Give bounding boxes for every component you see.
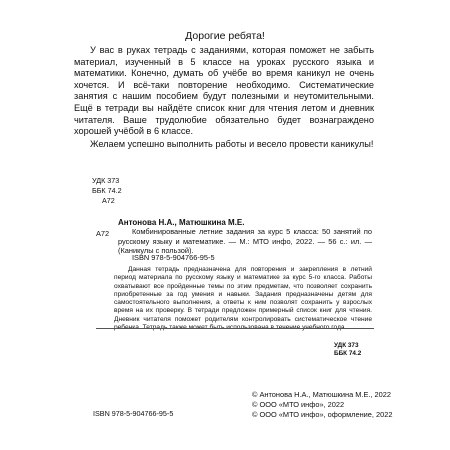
- divider: [96, 328, 374, 329]
- author-code: А72: [102, 196, 115, 205]
- copyright-block: [252, 390, 392, 419]
- greeting-heading: Дорогие ребята!: [185, 30, 265, 42]
- intro-text: [74, 45, 374, 150]
- copyright-line: © ООО «МТО инфо», 2022: [252, 399, 345, 409]
- bibliographic-description: Комбинированные летние задания за курс 5 класса: 50 занятий по русскому языку и математике. — М.: МТО инфо, 2022. — 56 с.: ил. — (Каникулы с пользой).: [118, 227, 372, 256]
- right-udk-code: УДК 373: [334, 342, 359, 349]
- intro-paragraph: Желаем успешно выполнить работы и весело провести каникулы!: [90, 138, 374, 149]
- isbn-main: ISBN 978-5-904766-95-5: [132, 253, 215, 262]
- copyright-line: © Антонова Н.А., Матюшкина М.Е., 2022: [252, 390, 391, 399]
- authors: Антонова Н.А., Матюшкина М.Е.: [118, 218, 245, 227]
- copyright-line: © ООО «МТО инфо», оформление, 2022: [252, 409, 393, 419]
- udk-code: УДК 373: [92, 176, 120, 185]
- author-code-2: А72: [96, 229, 110, 238]
- right-bbk-code: ББК 74.2: [334, 350, 362, 357]
- annotation: Данная тетрадь предназначена для повторения и закрепления в летний период материала по русскому языку и математике за курс 5-го класса. Работы охватывают все пройденные темы по этим предметам, что позволяет сохранить приобретенные за год умения и навыки. Задания предназначены детям для самостоятельного выполнения, а ответы к ним позволят сохранить у взрослых время на их проверку. В тетради предложен примерный список книг для чтения. Дневник читателя поможет родителям контролировать систематическое чтение ребенка. Тетрадь также может быть использована в течение учебного года.: [114, 266, 372, 332]
- isbn-bottom: ISBN 978-5-904766-95-5: [93, 409, 174, 418]
- bbk-code: ББК 74.2: [92, 186, 122, 195]
- intro-paragraph: У вас в руках тетрадь с заданиями, которая поможет не забыть материал, изученный в 5 классе на уроках русского языка и математики. Конечно, думать об учёбе во время каникул не очень хочется. И всё-таки повторение необходимо. Систематические занятия с нашим пособием будут полезными и неутомительными. Ещё в тетради вы найдёте список книг для чтения летом и дневник читателя. Ваше трудолюбие обязательно будет вознаграждено хорошей учёбой в 6 классе.: [74, 45, 374, 137]
